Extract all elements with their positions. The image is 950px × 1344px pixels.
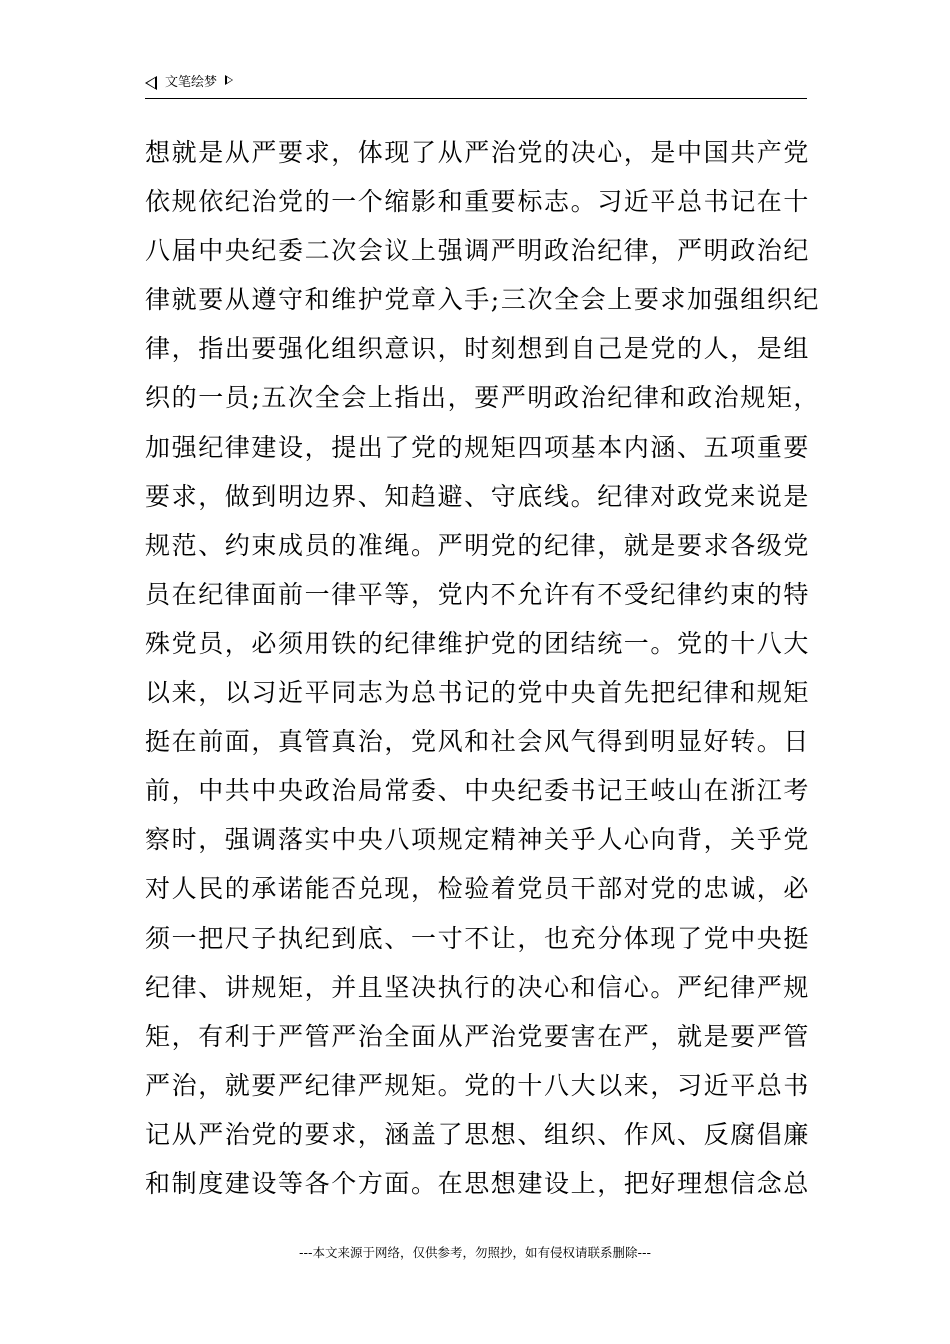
text-line: 矩，有利于严管严治全面从严治党要害在严，就是要严管	[145, 1021, 811, 1051]
text-line: 要求，做到明边界、知趋避、守底线。纪律对政党来说是	[145, 481, 811, 511]
header-title: 文笔绘梦	[165, 75, 218, 90]
triangle-left-icon	[145, 76, 157, 90]
text-line: 加强纪律建设，提出了党的规矩四项基本内涵、五项重要	[145, 432, 811, 462]
text-line: 依规依纪治党的一个缩影和重要标志。习近平总书记在十	[145, 187, 811, 217]
text-line: 八届中央纪委二次会议上强调严明政治纪律，严明政治纪	[145, 236, 811, 266]
text-line: 纪律、讲规矩，并且坚决执行的决心和信心。严纪律严规	[145, 972, 811, 1002]
text-line: 对人民的承诺能否兑现，检验着党员干部对党的忠诚，必	[145, 874, 811, 904]
text-line: 律，指出要强化组织意识，时刻想到自己是党的人，是组	[145, 334, 811, 364]
text-line: 察时，强调落实中央八项规定精神关乎人心向背，关乎党	[145, 825, 811, 855]
text-line: 和制度建设等各个方面。在思想建设上，把好理想信念总	[145, 1168, 811, 1198]
triangle-right-icon	[225, 75, 233, 85]
text-line: 织的一员;五次全会上指出，要严明政治纪律和政治规矩，	[145, 383, 821, 413]
text-line: 规范、约束成员的准绳。严明党的纪律，就是要求各级党	[145, 530, 811, 560]
text-line: 须一把尺子执纪到底、一寸不让，也充分体现了党中央挺	[145, 923, 811, 953]
page-footer: ---本文来源于网络，仅供参考，勿照抄，如有侵权请联系删除---	[298, 1245, 652, 1260]
text-line: 律就要从遵守和维护党章入手;三次全会上要求加强组织纪	[145, 285, 821, 315]
text-line: 想就是从严要求，体现了从严治党的决心，是中国共产党	[145, 138, 811, 167]
text-line: 以来，以习近平同志为总书记的党中央首先把纪律和规矩	[145, 678, 811, 708]
header-title-row	[145, 74, 233, 92]
body-text	[145, 128, 821, 1208]
text-line: 严治，就要严纪律严规矩。党的十八大以来，习近平总书	[145, 1070, 811, 1100]
page-header	[145, 72, 807, 99]
text-line: 殊党员，必须用铁的纪律维护党的团结统一。党的十八大	[145, 628, 811, 658]
text-line: 前，中共中央政治局常委、中央纪委书记王岐山在浙江考	[145, 776, 811, 806]
text-line: 员在纪律面前一律平等，党内不允许有不受纪律约束的特	[145, 579, 811, 609]
text-line: 记从严治党的要求，涵盖了思想、组织、作风、反腐倡廉	[145, 1119, 811, 1149]
text-line: 挺在前面，真管真治，党风和社会风气得到明显好转。日	[145, 727, 811, 757]
